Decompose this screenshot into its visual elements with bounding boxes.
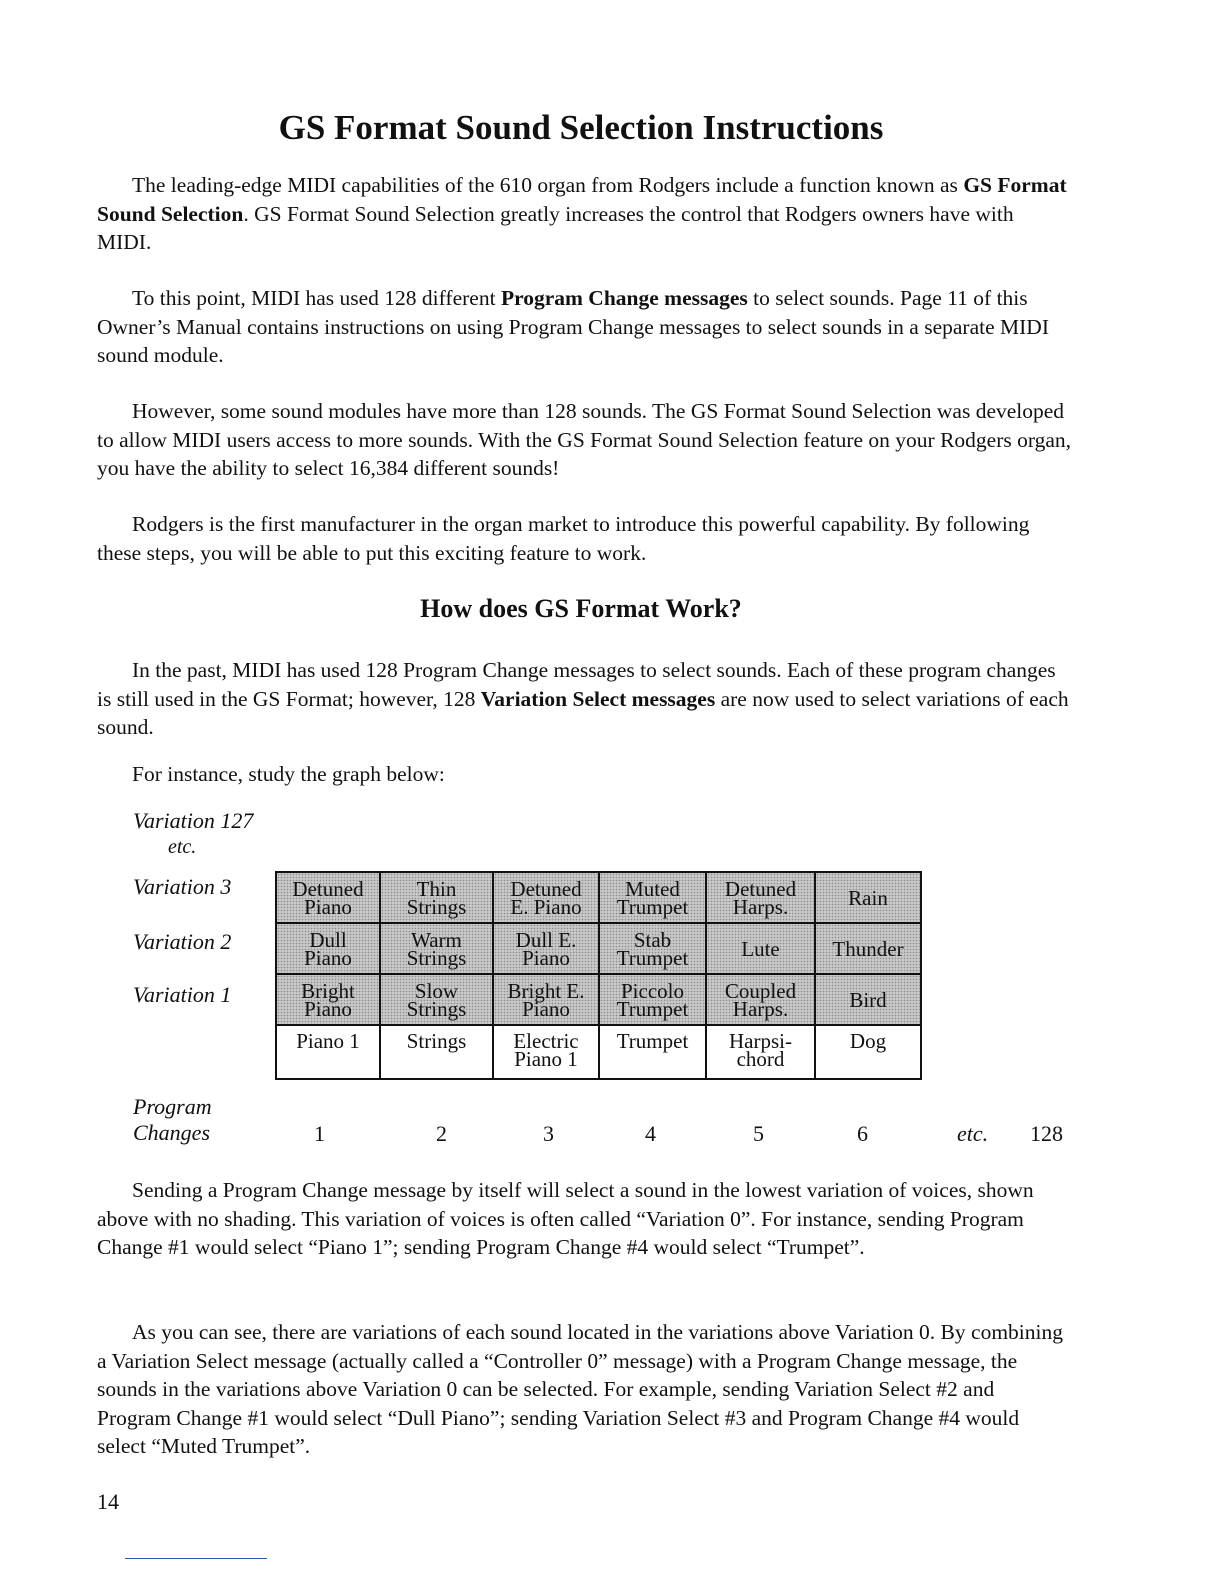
sound-cell bbox=[276, 923, 380, 974]
variation-3-row bbox=[276, 872, 921, 923]
after-paragraph-2: As you can see, there are variations of each sound located in the variations above Variation 0. By combining a Variation Select message (actually called a “Controller 0” message) with a Program Change message, the sounds in the variations above Variation 0 can be selected. For example, sending Variation Select #2 and Program Change #1 would select “Dull Piano”; sending Variation Select #3 and Program Change #4 would select “Muted Trumpet”. bbox=[97, 1320, 1063, 1459]
sound-line-1: Dog bbox=[849, 1029, 887, 1053]
after-paragraph-1: Sending a Program Change message by itself will select a sound in the lowest variation of voices, shown above with no shading. This variation of voices is often called “Variation 0”. For instance, sending Program Change #1 would select “Piano 1”; sending Program Change #4 would select “Trumpet”. bbox=[97, 1178, 1034, 1260]
intro-paragraph-4: Rodgers is the first manufacturer in the organ market to introduce this powerful capability. By following these steps, you will be able to put this exciting feature to work. bbox=[97, 512, 1030, 565]
variation-1-row bbox=[276, 974, 921, 1025]
sound-cell bbox=[706, 923, 815, 974]
program-number-last: 128 bbox=[1030, 1121, 1063, 1146]
intro-p2-text-a: To this point, MIDI has used 128 different bbox=[132, 286, 501, 310]
program-number: 3 bbox=[543, 1121, 554, 1146]
sound-cell bbox=[599, 872, 706, 923]
sound-line-2: Harps. bbox=[732, 894, 789, 919]
sound-cell bbox=[380, 1025, 493, 1079]
sound-line-2: E. Piano bbox=[510, 894, 582, 919]
sound-line-1: Warm bbox=[411, 927, 462, 952]
sound-cell bbox=[380, 974, 493, 1025]
sound-line-1: Dull bbox=[309, 927, 347, 952]
sound-line-1: Detuned bbox=[510, 876, 582, 901]
section-p5-text-a: In the past, MIDI has used 128 Program Change messages to select sounds. Each of these program changes is still used in the GS Format; however, 128 bbox=[97, 658, 1056, 711]
sound-line-2: chord bbox=[736, 1047, 785, 1071]
sound-line-1: Slow bbox=[414, 978, 459, 1003]
sound-line-1: Strings bbox=[406, 1029, 467, 1053]
section-heading: How does GS Format Work? bbox=[420, 594, 742, 623]
section-paragraph-2: For instance, study the graph below: bbox=[132, 762, 445, 786]
sound-line-2: Piano bbox=[304, 945, 352, 970]
variation-1-label: Variation 1 bbox=[133, 982, 232, 1007]
sound-cell bbox=[493, 872, 599, 923]
sound-line-1: Coupled bbox=[724, 978, 797, 1003]
intro-paragraph-2 bbox=[97, 284, 1072, 370]
sound-line-2: Piano bbox=[304, 894, 352, 919]
sound-cell bbox=[380, 872, 493, 923]
sound-cell bbox=[599, 1025, 706, 1079]
variation-2-row bbox=[276, 923, 921, 974]
intro-p1-text-a: The leading-edge MIDI capabilities of the 610 organ from Rodgers include a function known as bbox=[132, 173, 964, 197]
program-number: 4 bbox=[645, 1121, 656, 1146]
sound-cell bbox=[599, 923, 706, 974]
sound-cell bbox=[493, 1025, 599, 1079]
sound-line-1: Bright bbox=[301, 978, 355, 1003]
program-label-line-1: Program bbox=[133, 1094, 212, 1119]
sound-cell bbox=[599, 974, 706, 1025]
sound-line-1: Rain bbox=[848, 885, 888, 910]
program-changes-label bbox=[133, 1094, 212, 1146]
sound-line-2: Piano 1 bbox=[514, 1047, 578, 1071]
variation-2-label: Variation 2 bbox=[133, 929, 232, 954]
sound-line-1: Lute bbox=[741, 936, 780, 961]
variation-0-row bbox=[276, 1025, 921, 1079]
sound-cell bbox=[815, 974, 921, 1025]
intro-paragraph-3: However, some sound modules have more than 128 sounds. The GS Format Sound Selection was developed to allow MIDI users access to more sounds. With the GS Format Sound Selection feature on your Rodgers organ, you have the ability to select 16,384 different sounds! bbox=[97, 399, 1072, 481]
program-number: 1 bbox=[314, 1121, 325, 1146]
program-etc: etc. bbox=[957, 1121, 989, 1146]
sound-line-2: Trumpet bbox=[616, 996, 689, 1021]
sound-line-2: Piano bbox=[522, 945, 570, 970]
footer-rule bbox=[125, 1558, 267, 1559]
program-label-line-2: Changes bbox=[133, 1120, 210, 1145]
sound-cell bbox=[706, 872, 815, 923]
sound-cell bbox=[276, 1025, 380, 1079]
program-number: 2 bbox=[436, 1121, 447, 1146]
variation-etc-label: etc. bbox=[168, 836, 197, 858]
sound-cell bbox=[706, 1025, 815, 1079]
sound-line-2: Piano bbox=[522, 996, 570, 1021]
variation-3-label: Variation 3 bbox=[133, 874, 232, 899]
sound-line-2: Strings bbox=[406, 996, 467, 1021]
sound-line-1: Dull E. bbox=[515, 927, 577, 952]
intro-paragraph-1 bbox=[97, 171, 1072, 257]
sound-cell bbox=[493, 974, 599, 1025]
variation-127-label: Variation 127 bbox=[133, 808, 254, 833]
sound-cell bbox=[815, 923, 921, 974]
sound-line-1: Harpsi- bbox=[729, 1029, 792, 1053]
sound-line-2: Strings bbox=[406, 894, 467, 919]
section-p5-bold: Variation Select messages bbox=[480, 686, 716, 711]
intro-p1-text-b: . GS Format Sound Selection greatly increases the control that Rodgers owners have with MIDI. bbox=[97, 201, 1014, 255]
sound-line-1: Bird bbox=[849, 987, 887, 1012]
sound-line-1: Piccolo bbox=[621, 978, 684, 1003]
sound-line-2: Piano bbox=[304, 996, 352, 1021]
sound-line-1: Detuned bbox=[724, 876, 797, 901]
sound-line-1: Piano 1 bbox=[296, 1029, 360, 1053]
program-number: 5 bbox=[753, 1121, 764, 1146]
program-number: 6 bbox=[857, 1121, 868, 1146]
section-p5-text-b: are now used to select variations of each sound. bbox=[97, 686, 1069, 740]
intro-p2-bold: Program Change messages bbox=[500, 286, 748, 310]
intro-p1-bold: GS Format Sound Selection bbox=[97, 173, 1067, 226]
sound-cell bbox=[276, 872, 380, 923]
page-title: GS Format Sound Selection Instructions bbox=[278, 108, 884, 147]
sound-line-1: Bright E. bbox=[507, 978, 585, 1003]
sound-line-1: Electric bbox=[513, 1029, 579, 1053]
sound-variation-table bbox=[275, 871, 922, 1080]
sound-cell bbox=[276, 974, 380, 1025]
section-paragraph-1 bbox=[97, 656, 1072, 742]
sound-cell bbox=[706, 974, 815, 1025]
sound-cell bbox=[380, 923, 493, 974]
sound-line-2: Strings bbox=[406, 945, 467, 970]
sound-cell bbox=[493, 923, 599, 974]
sound-line-1: Detuned bbox=[292, 876, 364, 901]
sound-line-1: Thin bbox=[416, 876, 457, 901]
sound-line-1: Muted bbox=[625, 876, 680, 901]
sound-line-1: Thunder bbox=[832, 936, 904, 961]
sound-cell bbox=[815, 1025, 921, 1079]
page-number: 14 bbox=[97, 1489, 119, 1514]
sound-line-1: Trumpet bbox=[616, 1029, 689, 1053]
sound-line-2: Harps. bbox=[732, 996, 789, 1021]
sound-cell bbox=[815, 872, 921, 923]
sound-line-2: Trumpet bbox=[616, 894, 689, 919]
sound-line-1: Stab bbox=[633, 927, 672, 952]
intro-p2-text-b: to select sounds. Page 11 of this Owner’s Manual contains instructions on using Program Change messages to select sounds in a separate MIDI sound module. bbox=[97, 286, 1049, 368]
sound-line-2: Trumpet bbox=[616, 945, 689, 970]
